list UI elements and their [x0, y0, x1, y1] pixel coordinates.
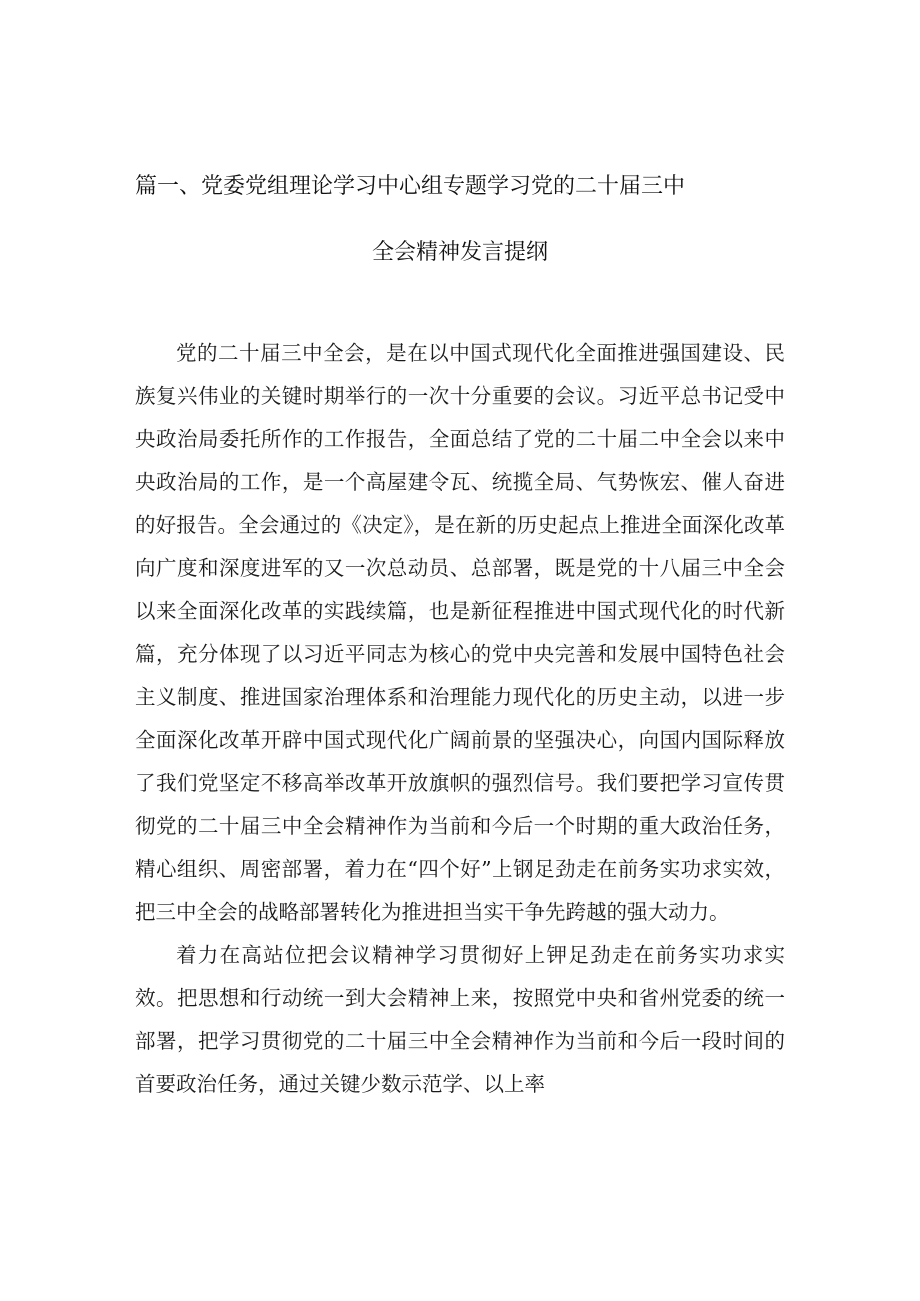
paragraph-1: 党的二十届三中全会，是在以中国式现代化全面推进强国建设、民族复兴伟业的关键时期举行的一次十分重要的会议。习近平总书记受中央政治局委托所作的工作报告，全面总结了党的二十届二中全会以来中央政治局的工作，是一个高屋建令瓦、统揽全局、气势恢宏、催人奋进的好报告。全会通过的《决定》，是在新的历史起点上推进全面深化改革向广度和深度进军的又一次总动员、总部署，既是党的十八届三中全会以来全面深化改革的实践续篇，也是新征程推进中国式现代化的时代新篇，充分体现了以习近平同志为核心的党中央完善和发展中国特色社会主义制度、推进国家治理体系和治理能力现代化的历史主动，以进一步全面深化改革开辟中国式现代化广阔前景的坚强决心，向国内国际释放了我们党坚定不移高举改革开放旗帜的强烈信号。我们要把学习宣传贯彻党的二十届三中全会精神作为当前和今后一个时期的重大政治任务，精心组织、周密部署，着力在“四个好”上钢足劲走在前务实功求实效，把三中全会的战略部署转化为推进担当实干争先跨越的强大动力。: [135, 341, 785, 924]
paragraph-2: 着力在高站位把会议精神学习贯彻好上钾足劲走在前务实功求实效。把思想和行动统一到大会精神上来，按照党中央和省州党委的统一部署，把学习贯彻党的二十届三中全会精神作为当前和今后一段时间的首要政治任务，通过关键少数示范学、以上率: [135, 943, 785, 1096]
document-title-line-2: 全会精神发言提纲: [371, 240, 548, 265]
document-title-line-1: 篇一、党委党组理论学习中心组专题学习党的二十届三中: [135, 174, 686, 199]
document-body: [135, 332, 785, 1106]
